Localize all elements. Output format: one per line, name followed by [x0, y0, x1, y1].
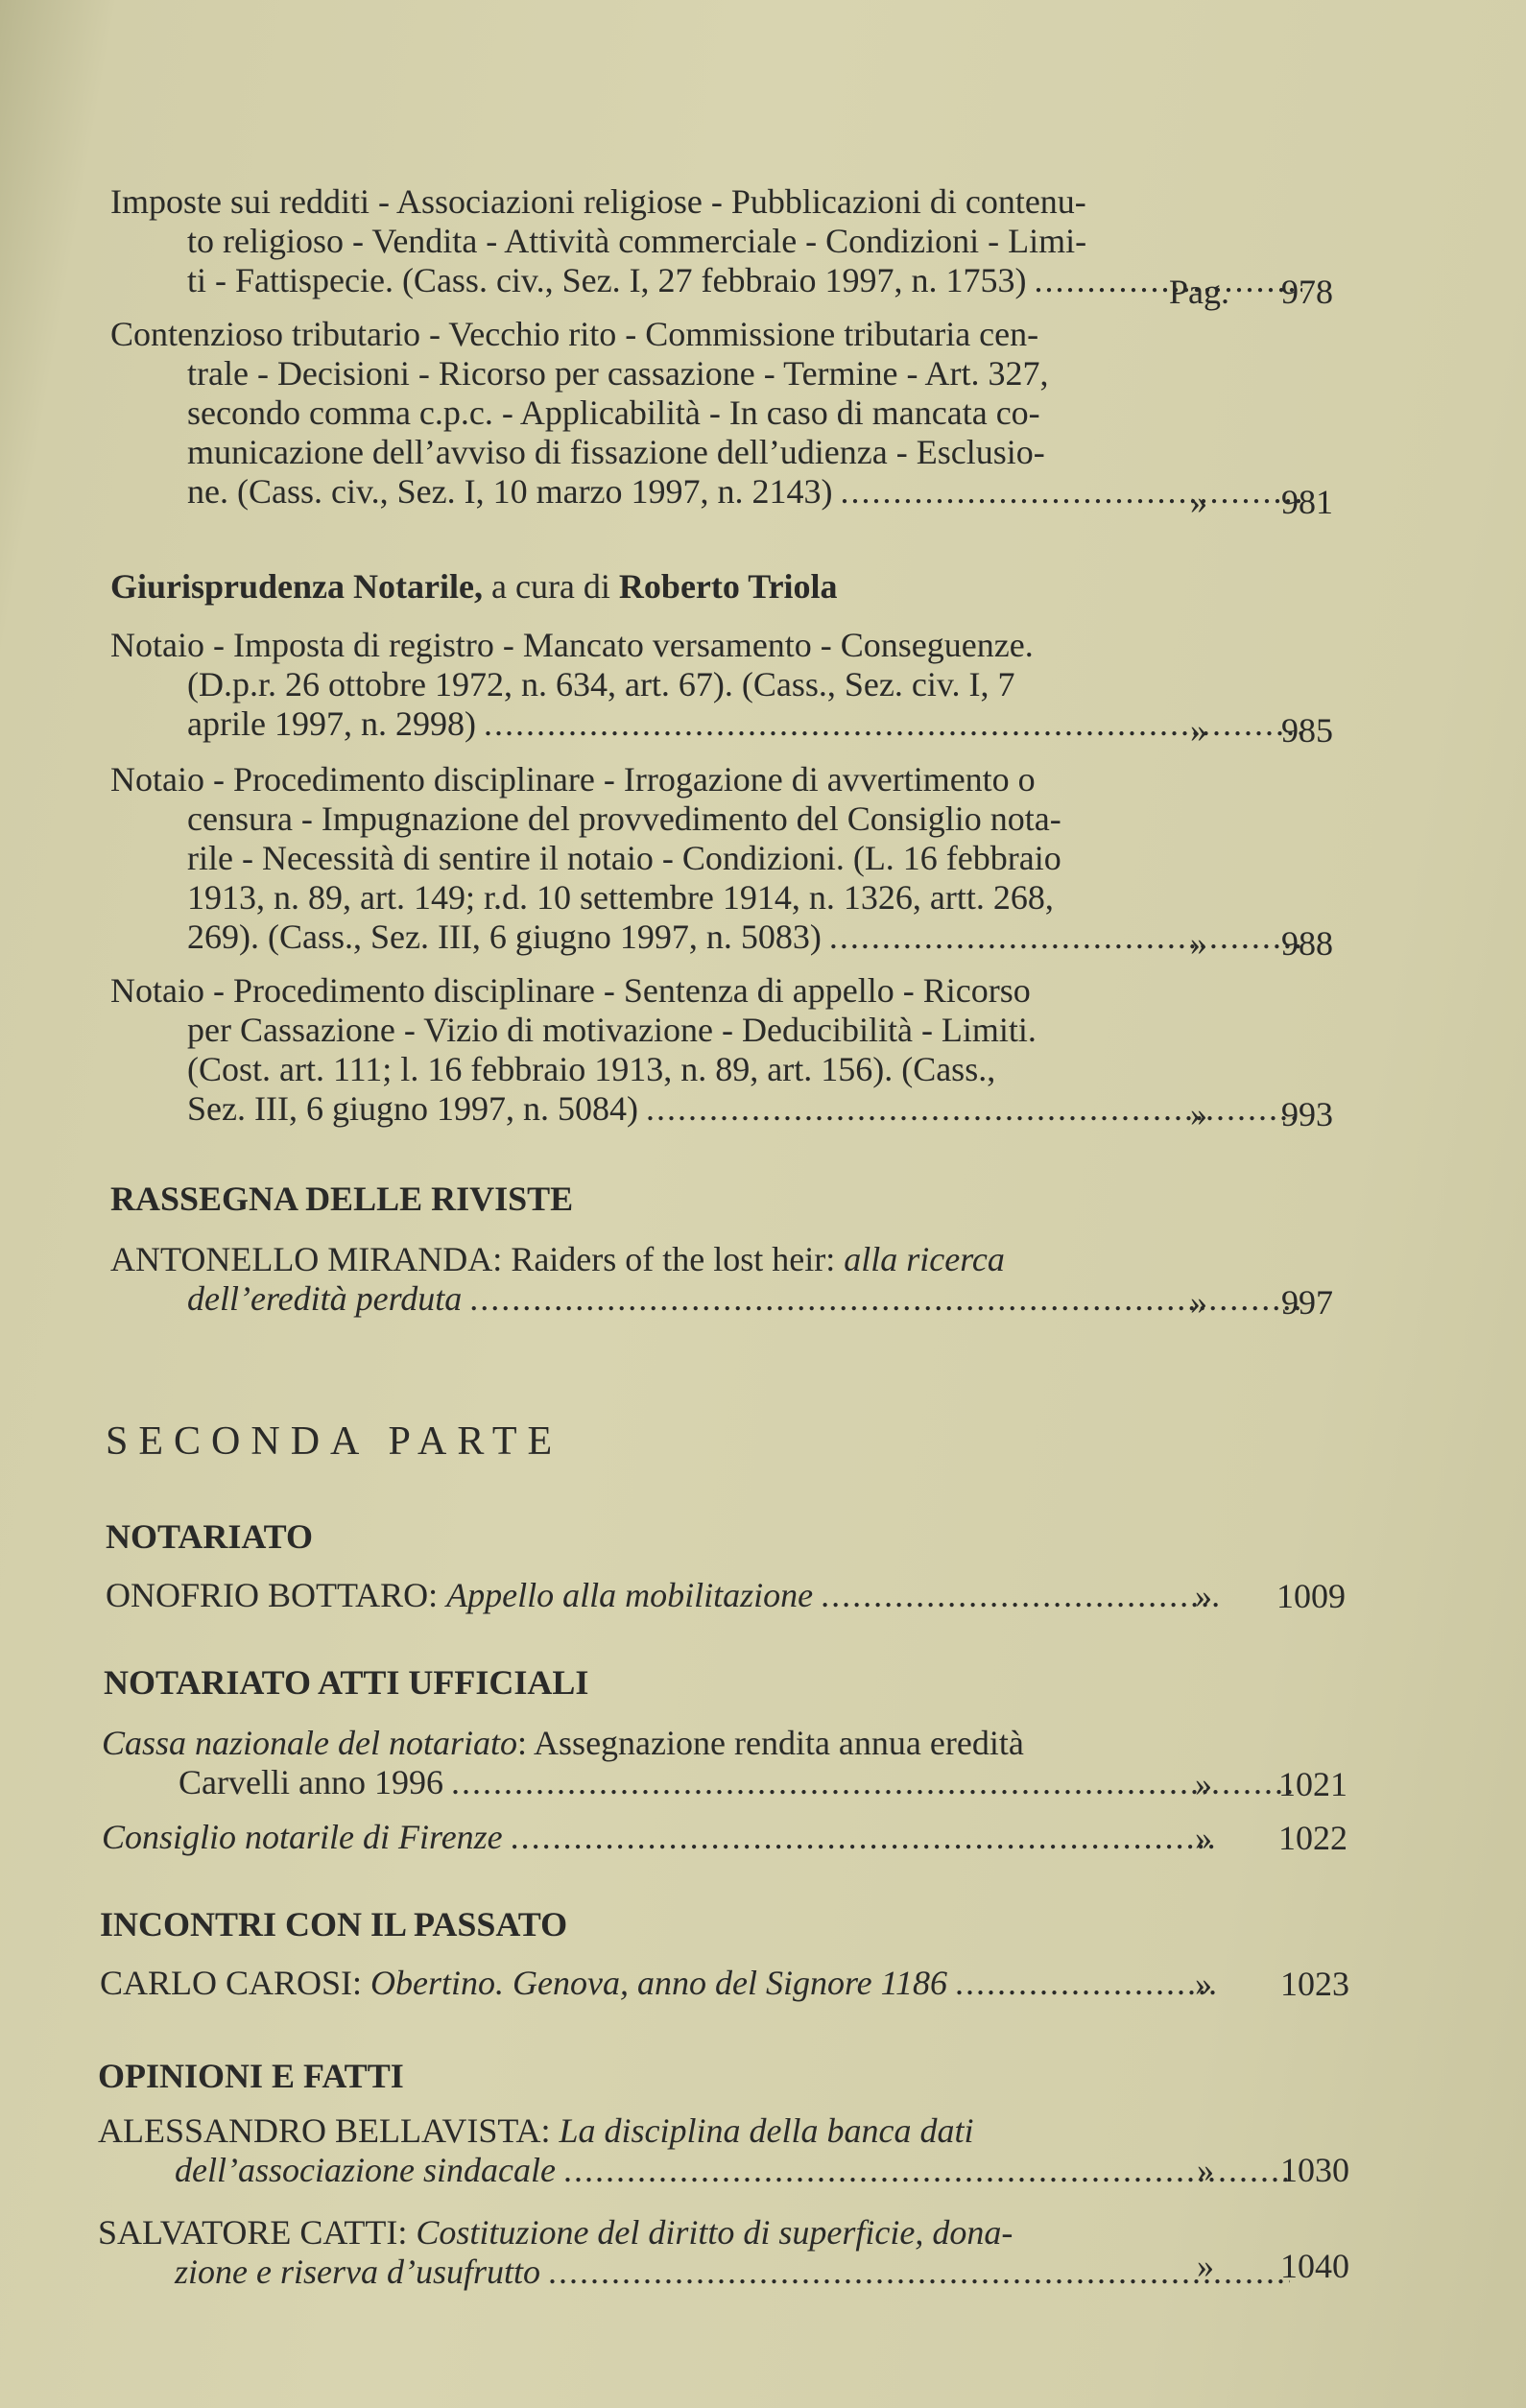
page-number: 997 [1281, 1283, 1333, 1322]
entry-line: aprile 1997, n. 2998) ..... [110, 704, 1310, 744]
leader-dots [511, 1818, 1217, 1857]
entry-line: municazione dell’avviso di fissazione dell’udienza - Esclusio- [187, 433, 1045, 471]
entry-line: per Cassazione - Vizio di motivazione - Deducibilità - Limiti. [187, 1011, 1037, 1049]
entry-line: SALVATORE CATTI: Costituzione del diritto di superficie, dona- [98, 2213, 1013, 2252]
leader-dots [563, 2151, 1290, 2190]
page-prefix: » [1190, 1095, 1207, 1133]
leader-dots [829, 918, 1302, 957]
page-number: 1023 [1280, 1965, 1349, 2003]
page-number: 1021 [1278, 1765, 1347, 1803]
page-number: 985 [1281, 711, 1333, 750]
leader-dots [484, 704, 1302, 744]
author-name: SALVATORE CATTI: [98, 2213, 408, 2252]
toc-entry-imposte [110, 182, 1348, 300]
toc-entry-imposta-registro [110, 626, 1348, 744]
entry-line: trale - Decisioni - Ricorso per cassazione - Termine - Art. 327, [187, 354, 1049, 393]
entry-line: secondo comma c.p.c. - Applicabilità - In caso di mancata co- [187, 393, 1040, 432]
page-number: 1030 [1280, 2151, 1349, 2189]
page-prefix: » [1195, 1577, 1212, 1615]
entry-line: Sez. III, 6 giugno 1997, n. 5084) ..... [110, 1089, 1310, 1129]
section-heading-incontri: INCONTRI CON IL PASSATO [100, 1905, 568, 1943]
section-heading-giurisprudenza: Giurisprudenza Notarile, a cura di Roberto Triola [110, 567, 838, 606]
toc-entry-bottaro [106, 1576, 1344, 1615]
entry-line: rile - Necessità di sentire il notaio - Condizioni. (L. 16 febbraio [187, 839, 1061, 877]
entry-line: Consiglio notarile di Firenze ..... [102, 1818, 1225, 1857]
page-number: 988 [1281, 924, 1333, 963]
page-number: 1040 [1280, 2247, 1349, 2285]
entry-line: Notaio - Procedimento disciplinare - Sentenza di appello - Ricorso [110, 971, 1031, 1010]
author-name: CARLO CAROSI: [100, 1964, 363, 2002]
entry-line: dell’associazione sindacale ..... [98, 2151, 1298, 2190]
page-prefix: » [1197, 2151, 1214, 2189]
toc-entry-cassa-nazionale [102, 1724, 1340, 1802]
entry-line: Notaio - Procedimento disciplinare - Irrogazione di avvertimento o [110, 760, 1036, 799]
entry-line: Carvelli anno 1996 ..... [102, 1763, 1301, 1802]
toc-entry-sentenza-appello [110, 971, 1348, 1129]
toc-entry-avvertimento [110, 760, 1348, 957]
leader-dots [841, 472, 1302, 512]
entry-line: Cassa nazionale del notariato: Assegnazione rendita annua eredità [102, 1724, 1024, 1762]
leader-dots [469, 1279, 1302, 1319]
entry-line: Contenzioso tributario - Vecchio rito - Commissione tributaria cen- [110, 315, 1039, 353]
toc-entry-contenzioso [110, 315, 1348, 512]
entry-line: ALESSANDRO BELLAVISTA: La disciplina della banca dati [98, 2111, 974, 2150]
page-prefix: » [1195, 1819, 1212, 1857]
section-heading-rassegna: RASSEGNA DELLE RIVISTE [110, 1180, 574, 1218]
part-heading: SECONDA PARTE [106, 1419, 563, 1464]
page-number: 978 [1281, 273, 1333, 311]
entry-line: ANTONELLO MIRANDA: Raiders of the lost heir: alla ricerca [110, 1240, 1005, 1278]
page-number: 1009 [1276, 1577, 1346, 1615]
page-prefix: » [1195, 1765, 1212, 1803]
page-prefix: » [1190, 1283, 1207, 1322]
author-name: ALESSANDRO BELLAVISTA: [98, 2111, 551, 2150]
toc-entry-carosi [100, 1964, 1338, 2003]
leader-dots [821, 1576, 1221, 1615]
leader-dots [451, 1763, 1294, 1802]
entry-line: CARLO CAROSI: Obertino. Genova, anno del Signore 1186 ..... [100, 1964, 1223, 2003]
entry-line: Notaio - Imposta di registro - Mancato versamento - Conseguenze. [110, 626, 1034, 664]
author-name: ONOFRIO BOTTARO: [106, 1576, 439, 1614]
entry-line: zione e riserva d’usufrutto ..... [98, 2253, 1298, 2292]
page-number: 993 [1281, 1095, 1333, 1133]
toc-entry-consiglio-firenze [102, 1818, 1340, 1857]
page-number: 1022 [1278, 1819, 1347, 1857]
entry-line: censura - Impugnazione del provvedimento del Consiglio nota- [187, 799, 1061, 838]
entry-line: ne. (Cass. civ., Sez. I, 10 marzo 1997, n. 2143) ..... [110, 472, 1310, 512]
entry-line: 1913, n. 89, art. 149; r.d. 10 settembre 1914, n. 1326, artt. 268, [187, 878, 1054, 917]
section-heading-opinioni: OPINIONI E FATTI [98, 2057, 404, 2095]
entry-line: to religioso - Vendita - Attività commerciale - Condizioni - Limi- [187, 222, 1087, 260]
entry-line: ti - Fattispecie. (Cass. civ., Sez. I, 27 febbraio 1997, n. 1753) ..... [110, 261, 1310, 300]
toc-entry-catti [98, 2213, 1336, 2292]
entry-line: (D.p.r. 26 ottobre 1972, n. 634, art. 67). (Cass., Sez. civ. I, 7 [187, 665, 1015, 703]
section-heading-notariato: NOTARIATO [106, 1517, 314, 1556]
toc-entry-bellavista [98, 2111, 1336, 2190]
entry-line: 269). (Cass., Sez. III, 6 giugno 1997, n. 5083) ..... [110, 918, 1310, 957]
page-prefix: » [1190, 711, 1207, 750]
page-prefix: » [1197, 2247, 1214, 2285]
entry-line: (Cost. art. 111; l. 16 febbraio 1913, n. 89, art. 156). (Cass., [187, 1050, 996, 1088]
page-number: 981 [1281, 483, 1333, 521]
section-heading-atti-ufficiali: NOTARIATO ATTI UFFICIALI [104, 1663, 589, 1702]
leader-dots [955, 1964, 1215, 2003]
entry-line: ONOFRIO BOTTARO: Appello alla mobilitazione ..... [106, 1576, 1228, 1615]
toc-entry-miranda [110, 1240, 1348, 1319]
entry-line: dell’eredità perduta ..... [110, 1279, 1310, 1319]
entry-line: Imposte sui redditi - Associazioni religiose - Pubblicazioni di contenu- [110, 182, 1086, 221]
page-prefix: » [1190, 924, 1207, 963]
leader-dots [548, 2253, 1290, 2292]
page-prefix: » [1195, 1965, 1212, 2003]
page-prefix: » [1190, 483, 1207, 521]
author-name: ANTONELLO MIRANDA: [110, 1240, 503, 1278]
page-prefix: Pag. [1169, 273, 1229, 311]
